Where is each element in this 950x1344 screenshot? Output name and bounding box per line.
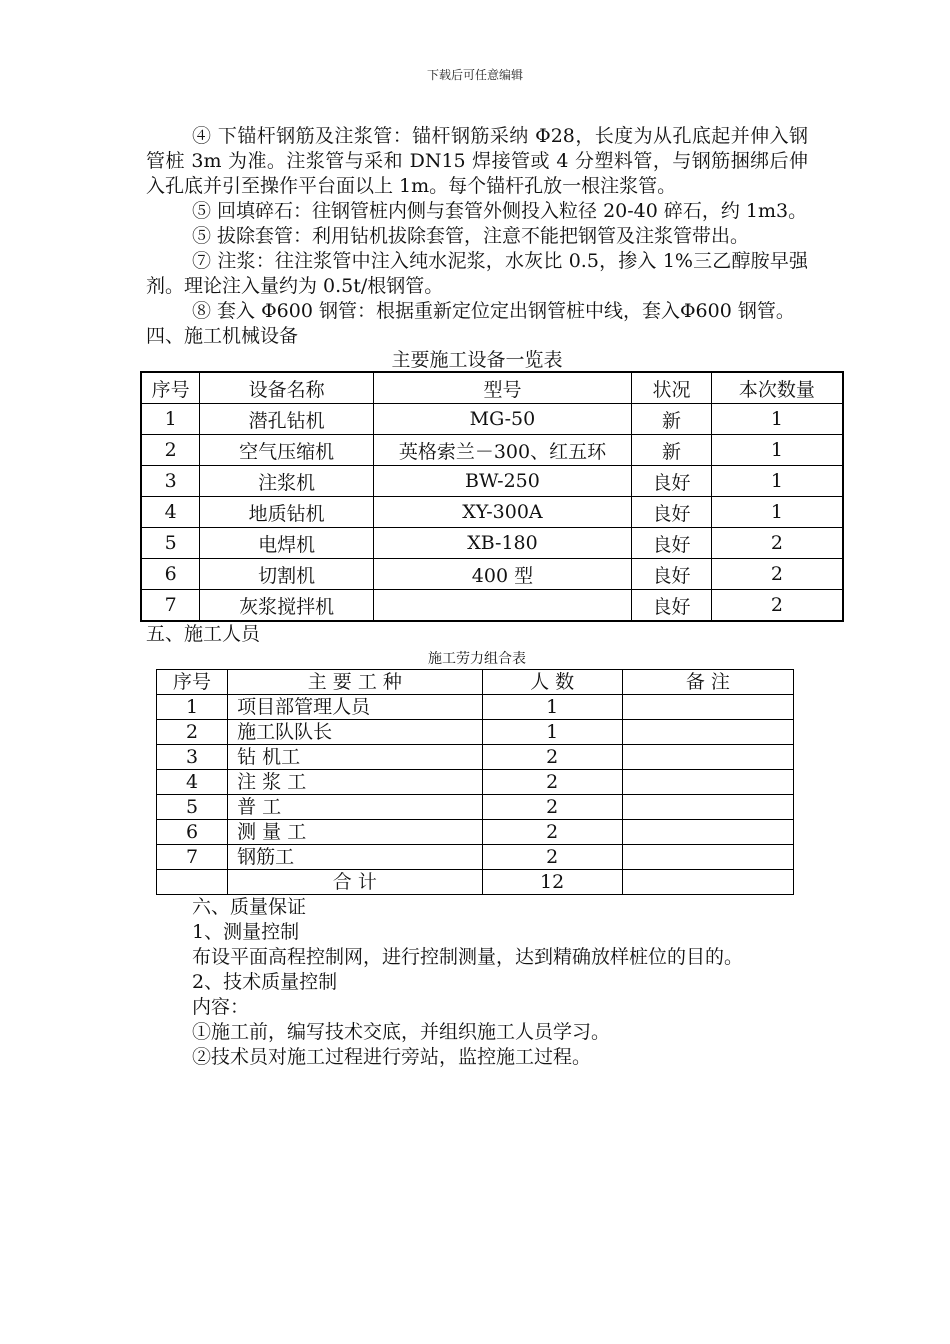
cell-remarks [622, 820, 793, 845]
quality-item-1: ①施工前，编写技术交底，并组织施工人员学习。 [192, 1021, 611, 1043]
cell-equipment-name: 空气压缩机 [200, 435, 373, 466]
cell-headcount: 2 [482, 795, 622, 820]
col-header-equipment-name: 设备名称 [200, 372, 373, 404]
cell-remarks [622, 695, 793, 720]
cell-headcount: 2 [482, 820, 622, 845]
cell-remarks [622, 845, 793, 870]
cell-index: 1 [157, 695, 228, 720]
cell-index: 7 [141, 590, 200, 622]
table-row [141, 497, 843, 528]
cell-index: 5 [141, 528, 200, 559]
cell-equipment-name: 地质钻机 [200, 497, 373, 528]
table-row [141, 466, 843, 497]
page-header: 下载后可任意编辑 [426, 68, 523, 82]
cell-quantity: 2 [711, 559, 843, 590]
cell-condition: 良好 [632, 466, 712, 497]
cell-remarks [622, 720, 793, 745]
col-header-model: 型号 [373, 372, 631, 404]
total-row [157, 870, 794, 895]
cell-model: BW-250 [373, 466, 631, 497]
paragraph-insert-steel-pipe: ⑧ 套入 Φ600 钢管：根据重新定位定出钢管桩中线，套入Φ600 钢管。 [192, 300, 795, 322]
cell-headcount: 2 [482, 845, 622, 870]
cell-trade: 注 浆 工 [228, 770, 482, 795]
equipment-table-header-row [141, 372, 843, 404]
cell-equipment-name: 注浆机 [200, 466, 373, 497]
cell-quantity: 1 [711, 404, 843, 435]
cell-index: 7 [157, 845, 228, 870]
cell-condition: 良好 [632, 590, 712, 622]
cell-trade: 施工队队长 [228, 720, 482, 745]
cell-quantity: 1 [711, 497, 843, 528]
col-header-condition: 状况 [632, 372, 712, 404]
table-row [141, 435, 843, 466]
cell-model: XB-180 [373, 528, 631, 559]
document-body [146, 124, 815, 1070]
cell-headcount: 1 [482, 720, 622, 745]
col-header-remarks: 备 注 [622, 670, 793, 695]
table-row [157, 820, 794, 845]
col-header-quantity: 本次数量 [711, 372, 843, 404]
cell-headcount: 2 [482, 770, 622, 795]
cell-total-value: 12 [482, 870, 622, 895]
content-label: 内容： [192, 996, 250, 1018]
section-5-title: 五、施工人员 [146, 623, 261, 645]
labor-table [156, 669, 794, 895]
cell-trade: 钻 机工 [228, 745, 482, 770]
col-header-trade: 主 要 工 种 [228, 670, 482, 695]
quality-item-2: ②技术员对施工过程进行旁站，监控施工过程。 [192, 1046, 592, 1068]
cell-model: XY-300A [373, 497, 631, 528]
cell-trade: 钢筋工 [228, 845, 482, 870]
subsection-survey-control: 1、测量控制 [192, 921, 300, 943]
col-header-index: 序号 [157, 670, 228, 695]
cell-index: 3 [157, 745, 228, 770]
cell-headcount: 2 [482, 745, 622, 770]
section-6-title: 六、质量保证 [192, 896, 307, 918]
table-row [141, 590, 843, 622]
cell-equipment-name: 潜孔钻机 [200, 404, 373, 435]
labor-table-caption: 施工劳力组合表 [428, 651, 526, 667]
col-header-index: 序号 [141, 372, 200, 404]
cell-equipment-name: 电焊机 [200, 528, 373, 559]
table-row [157, 770, 794, 795]
cell-index: 3 [141, 466, 200, 497]
cell-trade: 测 量 工 [228, 820, 482, 845]
cell-equipment-name: 切割机 [200, 559, 373, 590]
cell-model: 英格索兰－300、红五环 [373, 435, 631, 466]
cell-condition: 新 [632, 404, 712, 435]
cell-model: MG-50 [373, 404, 631, 435]
table-row [157, 720, 794, 745]
cell-remarks [622, 770, 793, 795]
labor-table-header-row [157, 670, 794, 695]
table-row [157, 745, 794, 770]
cell-equipment-name: 灰浆搅拌机 [200, 590, 373, 622]
cell-model [373, 590, 631, 622]
paragraph-backfill-gravel: ⑤ 回填碎石：往钢管桩内侧与套管外侧投入粒径 20-40 碎石，约 1m3。 [192, 200, 808, 222]
paragraph-anchor-rebar: ④ 下锚杆钢筋及注浆管：锚杆钢筋采纳 Φ28，长度为从孔底起并伸入钢管桩 3m 为准。注浆管与采和 DN15 焊接管或 4 分塑料管，与钢筋捆绑后伸入孔底并引至操作平台面以上 1m。每个锚杆孔放一根注浆管。 [146, 125, 808, 197]
cell-quantity: 2 [711, 590, 843, 622]
cell-quantity: 2 [711, 528, 843, 559]
cell-quantity: 1 [711, 435, 843, 466]
table-row [157, 795, 794, 820]
paragraph-remove-casing: ⑤ 拔除套管：利用钻机拔除套管，注意不能把钢管及注浆管带出。 [192, 225, 750, 247]
cell-index: 2 [141, 435, 200, 466]
subsection-technical-quality: 2、技术质量控制 [192, 971, 338, 993]
equipment-table-caption: 主要施工设备一览表 [391, 349, 563, 371]
cell-remarks [622, 795, 793, 820]
cell-condition: 良好 [632, 497, 712, 528]
table-row [157, 845, 794, 870]
cell-trade: 项目部管理人员 [228, 695, 482, 720]
cell-trade: 普 工 [228, 795, 482, 820]
table-row [141, 528, 843, 559]
col-header-headcount: 人 数 [482, 670, 622, 695]
cell-quantity: 1 [711, 466, 843, 497]
paragraph-grouting: ⑦ 注浆：往注浆管中注入纯水泥浆，水灰比 0.5，掺入 1%三乙醇胺早强剂。理论注入量约为 0.5t/根钢管。 [146, 250, 808, 297]
survey-control-text: 布设平面高程控制网，进行控制测量，达到精确放样桩位的目的。 [192, 946, 744, 968]
cell-index: 5 [157, 795, 228, 820]
table-row [141, 404, 843, 435]
cell-condition: 新 [632, 435, 712, 466]
cell-total-remarks [622, 870, 793, 895]
table-row [141, 559, 843, 590]
cell-headcount: 1 [482, 695, 622, 720]
cell-index: 6 [157, 820, 228, 845]
cell-total-blank [157, 870, 228, 895]
cell-index: 1 [141, 404, 200, 435]
cell-index: 4 [157, 770, 228, 795]
cell-index: 4 [141, 497, 200, 528]
cell-index: 6 [141, 559, 200, 590]
cell-condition: 良好 [632, 559, 712, 590]
cell-model: 400 型 [373, 559, 631, 590]
cell-condition: 良好 [632, 528, 712, 559]
cell-total-label: 合 计 [228, 870, 482, 895]
cell-index: 2 [157, 720, 228, 745]
equipment-table [140, 371, 844, 622]
cell-remarks [622, 745, 793, 770]
section-4-title: 四、施工机械设备 [146, 325, 299, 347]
table-row [157, 695, 794, 720]
